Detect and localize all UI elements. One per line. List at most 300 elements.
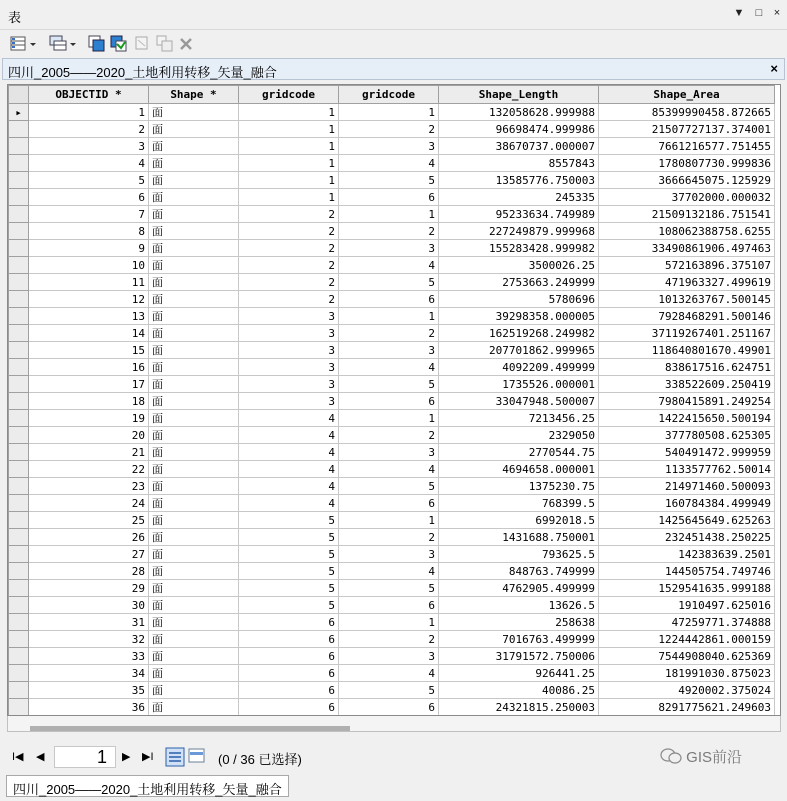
row-selector[interactable] (9, 138, 29, 155)
zoom-to-selected-icon[interactable] (156, 35, 174, 53)
cell-shape-area[interactable]: 4920002.375024 (599, 682, 775, 699)
cell-shape-length[interactable]: 95233634.749989 (439, 206, 599, 223)
table-row[interactable] (9, 597, 775, 614)
cell-objectid[interactable]: 23 (29, 478, 149, 495)
cell-shape-length[interactable]: 227249879.999968 (439, 223, 599, 240)
row-selector[interactable] (9, 155, 29, 172)
cell-shape[interactable]: 面 (149, 682, 239, 699)
cell-gridcode-2[interactable]: 2 (339, 325, 439, 342)
row-selector[interactable] (9, 427, 29, 444)
column-header-objectid[interactable]: OBJECTID * (29, 86, 149, 104)
cell-shape-area[interactable]: 37119267401.251167 (599, 325, 775, 342)
cell-shape-area[interactable]: 838617516.624751 (599, 359, 775, 376)
cell-objectid[interactable]: 14 (29, 325, 149, 342)
cell-objectid[interactable]: 19 (29, 410, 149, 427)
cell-shape-length[interactable]: 31791572.750006 (439, 648, 599, 665)
select-all-header[interactable] (9, 86, 29, 104)
cell-gridcode-2[interactable]: 1 (339, 512, 439, 529)
cell-gridcode[interactable]: 5 (239, 512, 339, 529)
related-tables-icon[interactable] (48, 35, 78, 53)
cell-objectid[interactable]: 5 (29, 172, 149, 189)
row-selector[interactable] (9, 393, 29, 410)
cell-gridcode[interactable]: 1 (239, 138, 339, 155)
cell-objectid[interactable]: 28 (29, 563, 149, 580)
table-row[interactable] (9, 529, 775, 546)
cell-shape[interactable]: 面 (149, 665, 239, 682)
cell-shape-length[interactable]: 5780696 (439, 291, 599, 308)
cell-shape-length[interactable]: 207701862.999965 (439, 342, 599, 359)
show-all-records-icon[interactable] (165, 747, 185, 770)
row-selector[interactable] (9, 308, 29, 325)
cell-gridcode-2[interactable]: 5 (339, 478, 439, 495)
cell-gridcode-2[interactable]: 5 (339, 580, 439, 597)
table-row[interactable] (9, 104, 775, 121)
current-record-input[interactable]: 1 (54, 746, 116, 768)
cell-gridcode[interactable]: 5 (239, 597, 339, 614)
cell-shape[interactable]: 面 (149, 410, 239, 427)
row-selector[interactable] (9, 206, 29, 223)
cell-gridcode-2[interactable]: 6 (339, 189, 439, 206)
cell-gridcode[interactable]: 2 (239, 274, 339, 291)
last-record-button[interactable]: ▶I (142, 751, 154, 763)
cell-shape-area[interactable]: 377780508.625305 (599, 427, 775, 444)
cell-gridcode-2[interactable]: 5 (339, 274, 439, 291)
cell-gridcode-2[interactable]: 6 (339, 597, 439, 614)
cell-objectid[interactable]: 18 (29, 393, 149, 410)
row-selector[interactable] (9, 461, 29, 478)
cell-shape-area[interactable]: 37702000.000032 (599, 189, 775, 206)
cell-shape-length[interactable]: 4092209.499999 (439, 359, 599, 376)
table-row[interactable] (9, 359, 775, 376)
cell-shape[interactable]: 面 (149, 512, 239, 529)
cell-gridcode-2[interactable]: 4 (339, 155, 439, 172)
cell-gridcode[interactable]: 4 (239, 461, 339, 478)
cell-shape-area[interactable]: 33490861906.497463 (599, 240, 775, 257)
cell-shape[interactable]: 面 (149, 121, 239, 138)
horizontal-scrollbar[interactable] (7, 716, 781, 732)
cell-gridcode-2[interactable]: 3 (339, 138, 439, 155)
cell-shape-length[interactable]: 1431688.750001 (439, 529, 599, 546)
cell-shape[interactable]: 面 (149, 291, 239, 308)
window-maximize-button[interactable]: □ (755, 7, 763, 19)
cell-shape-area[interactable]: 85399990458.872665 (599, 104, 775, 121)
cell-shape[interactable]: 面 (149, 206, 239, 223)
cell-gridcode-2[interactable]: 3 (339, 648, 439, 665)
table-row[interactable] (9, 172, 775, 189)
window-menu-button[interactable]: ▼ (733, 7, 745, 19)
table-options-icon[interactable] (10, 35, 38, 53)
table-row[interactable] (9, 682, 775, 699)
row-selector[interactable] (9, 512, 29, 529)
cell-gridcode[interactable]: 1 (239, 155, 339, 172)
cell-gridcode[interactable]: 2 (239, 206, 339, 223)
cell-gridcode[interactable]: 3 (239, 308, 339, 325)
cell-shape[interactable]: 面 (149, 699, 239, 716)
cell-gridcode-2[interactable]: 2 (339, 529, 439, 546)
cell-shape[interactable]: 面 (149, 223, 239, 240)
cell-shape-area[interactable]: 540491472.999959 (599, 444, 775, 461)
cell-shape-length[interactable]: 3500026.25 (439, 257, 599, 274)
table-row[interactable] (9, 308, 775, 325)
clear-selection-icon[interactable] (134, 35, 150, 53)
cell-objectid[interactable]: 1 (29, 104, 149, 121)
row-selector[interactable] (9, 563, 29, 580)
cell-gridcode-2[interactable]: 2 (339, 121, 439, 138)
cell-gridcode[interactable]: 3 (239, 342, 339, 359)
cell-shape-length[interactable]: 2329050 (439, 427, 599, 444)
cell-gridcode-2[interactable]: 4 (339, 461, 439, 478)
cell-shape-length[interactable]: 13585776.750003 (439, 172, 599, 189)
cell-gridcode[interactable]: 1 (239, 121, 339, 138)
cell-shape[interactable]: 面 (149, 155, 239, 172)
cell-gridcode-2[interactable]: 2 (339, 631, 439, 648)
cell-shape[interactable]: 面 (149, 393, 239, 410)
table-row[interactable] (9, 614, 775, 631)
cell-shape[interactable]: 面 (149, 189, 239, 206)
cell-objectid[interactable]: 29 (29, 580, 149, 597)
cell-shape-area[interactable]: 572163896.375107 (599, 257, 775, 274)
row-selector[interactable] (9, 274, 29, 291)
row-selector[interactable] (9, 682, 29, 699)
cell-objectid[interactable]: 10 (29, 257, 149, 274)
cell-shape[interactable]: 面 (149, 376, 239, 393)
cell-shape-area[interactable]: 1422415650.500194 (599, 410, 775, 427)
table-row[interactable] (9, 444, 775, 461)
cell-shape-area[interactable]: 214971460.500093 (599, 478, 775, 495)
cell-shape[interactable]: 面 (149, 325, 239, 342)
cell-gridcode-2[interactable]: 1 (339, 206, 439, 223)
cell-shape-length[interactable]: 155283428.999982 (439, 240, 599, 257)
cell-gridcode-2[interactable]: 3 (339, 240, 439, 257)
cell-shape[interactable]: 面 (149, 257, 239, 274)
row-selector[interactable] (9, 546, 29, 563)
cell-shape-length[interactable]: 13626.5 (439, 597, 599, 614)
cell-gridcode[interactable]: 4 (239, 444, 339, 461)
cell-gridcode[interactable]: 1 (239, 172, 339, 189)
cell-objectid[interactable]: 30 (29, 597, 149, 614)
cell-gridcode[interactable]: 6 (239, 614, 339, 631)
cell-shape[interactable]: 面 (149, 614, 239, 631)
cell-gridcode-2[interactable]: 6 (339, 393, 439, 410)
cell-shape-length[interactable]: 2753663.249999 (439, 274, 599, 291)
table-row[interactable] (9, 155, 775, 172)
cell-gridcode[interactable]: 5 (239, 580, 339, 597)
cell-gridcode-2[interactable]: 6 (339, 291, 439, 308)
cell-gridcode[interactable]: 2 (239, 257, 339, 274)
table-row[interactable] (9, 342, 775, 359)
cell-gridcode-2[interactable]: 4 (339, 563, 439, 580)
row-selector[interactable] (9, 121, 29, 138)
row-selector[interactable] (9, 529, 29, 546)
cell-shape[interactable]: 面 (149, 274, 239, 291)
cell-gridcode-2[interactable]: 4 (339, 665, 439, 682)
bottom-table-tab[interactable]: 四川_2005——2020_土地利用转移_矢量_融合 (6, 775, 289, 797)
cell-shape-length[interactable]: 7213456.25 (439, 410, 599, 427)
cell-shape[interactable]: 面 (149, 461, 239, 478)
row-selector[interactable] (9, 291, 29, 308)
cell-gridcode[interactable]: 3 (239, 359, 339, 376)
cell-gridcode[interactable]: 4 (239, 427, 339, 444)
cell-shape-area[interactable]: 1013263767.500145 (599, 291, 775, 308)
table-row[interactable] (9, 461, 775, 478)
cell-shape-area[interactable]: 47259771.374888 (599, 614, 775, 631)
cell-objectid[interactable]: 3 (29, 138, 149, 155)
column-header-shape-length[interactable]: Shape_Length (439, 86, 599, 104)
table-row[interactable] (9, 631, 775, 648)
cell-gridcode-2[interactable]: 4 (339, 359, 439, 376)
table-row[interactable] (9, 478, 775, 495)
cell-shape-area[interactable]: 118640801670.49901 (599, 342, 775, 359)
scrollbar-thumb[interactable] (30, 726, 350, 731)
table-row[interactable] (9, 427, 775, 444)
table-row[interactable] (9, 257, 775, 274)
cell-shape[interactable]: 面 (149, 240, 239, 257)
table-row[interactable] (9, 291, 775, 308)
cell-gridcode[interactable]: 5 (239, 546, 339, 563)
cell-shape-length[interactable]: 8557843 (439, 155, 599, 172)
row-selector[interactable] (9, 240, 29, 257)
cell-shape-length[interactable]: 2770544.75 (439, 444, 599, 461)
cell-gridcode[interactable]: 3 (239, 376, 339, 393)
cell-shape-area[interactable]: 1133577762.50014 (599, 461, 775, 478)
cell-shape[interactable]: 面 (149, 631, 239, 648)
cell-objectid[interactable]: 21 (29, 444, 149, 461)
cell-objectid[interactable]: 8 (29, 223, 149, 240)
cell-gridcode-2[interactable]: 5 (339, 172, 439, 189)
cell-gridcode[interactable]: 4 (239, 478, 339, 495)
show-selected-records-icon[interactable] (188, 747, 206, 768)
cell-shape-length[interactable]: 1735526.000001 (439, 376, 599, 393)
cell-objectid[interactable]: 13 (29, 308, 149, 325)
cell-gridcode-2[interactable]: 1 (339, 410, 439, 427)
cell-shape-area[interactable]: 471963327.499619 (599, 274, 775, 291)
table-row[interactable] (9, 699, 775, 716)
cell-gridcode[interactable]: 6 (239, 699, 339, 716)
cell-shape-area[interactable]: 338522609.250419 (599, 376, 775, 393)
cell-shape[interactable]: 面 (149, 546, 239, 563)
cell-gridcode-2[interactable]: 4 (339, 257, 439, 274)
table-row[interactable] (9, 410, 775, 427)
cell-gridcode[interactable]: 1 (239, 104, 339, 121)
cell-shape[interactable]: 面 (149, 104, 239, 121)
cell-shape-length[interactable]: 6992018.5 (439, 512, 599, 529)
row-selector[interactable] (9, 495, 29, 512)
column-header-shape-area[interactable]: Shape_Area (599, 86, 775, 104)
cell-objectid[interactable]: 20 (29, 427, 149, 444)
row-selector[interactable] (9, 189, 29, 206)
cell-gridcode[interactable]: 6 (239, 631, 339, 648)
table-row[interactable] (9, 393, 775, 410)
cell-objectid[interactable]: 25 (29, 512, 149, 529)
cell-shape-area[interactable]: 1529541635.999188 (599, 580, 775, 597)
table-row[interactable] (9, 648, 775, 665)
cell-objectid[interactable]: 36 (29, 699, 149, 716)
cell-shape-length[interactable]: 1375230.75 (439, 478, 599, 495)
cell-objectid[interactable]: 15 (29, 342, 149, 359)
cell-gridcode[interactable]: 4 (239, 495, 339, 512)
row-selector[interactable] (9, 648, 29, 665)
cell-objectid[interactable]: 16 (29, 359, 149, 376)
table-row[interactable] (9, 121, 775, 138)
table-row[interactable] (9, 138, 775, 155)
cell-shape-length[interactable]: 793625.5 (439, 546, 599, 563)
window-close-button[interactable]: × (773, 7, 781, 19)
cell-objectid[interactable]: 35 (29, 682, 149, 699)
cell-objectid[interactable]: 6 (29, 189, 149, 206)
cell-shape[interactable]: 面 (149, 648, 239, 665)
cell-shape-area[interactable]: 142383639.2501 (599, 546, 775, 563)
cell-shape-length[interactable]: 132058628.999988 (439, 104, 599, 121)
switch-selection-icon[interactable] (110, 35, 128, 53)
cell-objectid[interactable]: 2 (29, 121, 149, 138)
cell-shape[interactable]: 面 (149, 495, 239, 512)
row-selector[interactable] (9, 478, 29, 495)
cell-gridcode-2[interactable]: 5 (339, 376, 439, 393)
cell-shape[interactable]: 面 (149, 597, 239, 614)
table-row[interactable] (9, 495, 775, 512)
cell-shape-length[interactable]: 162519268.249982 (439, 325, 599, 342)
column-header-shape[interactable]: Shape * (149, 86, 239, 104)
row-selector[interactable] (9, 172, 29, 189)
cell-gridcode-2[interactable]: 1 (339, 104, 439, 121)
cell-shape-area[interactable]: 232451438.250225 (599, 529, 775, 546)
table-row[interactable] (9, 325, 775, 342)
cell-shape-area[interactable]: 181991030.875023 (599, 665, 775, 682)
row-selector[interactable] (9, 359, 29, 376)
cell-shape[interactable]: 面 (149, 427, 239, 444)
cell-gridcode[interactable]: 3 (239, 393, 339, 410)
cell-objectid[interactable]: 22 (29, 461, 149, 478)
cell-shape-area[interactable]: 7544908040.625369 (599, 648, 775, 665)
cell-shape-length[interactable]: 848763.749999 (439, 563, 599, 580)
cell-shape-area[interactable]: 1910497.625016 (599, 597, 775, 614)
cell-shape[interactable]: 面 (149, 529, 239, 546)
cell-shape-area[interactable]: 108062388758.6255 (599, 223, 775, 240)
table-row[interactable] (9, 240, 775, 257)
cell-gridcode[interactable]: 6 (239, 648, 339, 665)
row-selector[interactable]: ▸ (9, 104, 29, 121)
cell-shape[interactable]: 面 (149, 563, 239, 580)
cell-shape-area[interactable]: 3666645075.125929 (599, 172, 775, 189)
cell-shape[interactable]: 面 (149, 359, 239, 376)
cell-gridcode[interactable]: 2 (239, 291, 339, 308)
cell-shape[interactable]: 面 (149, 138, 239, 155)
select-by-attributes-icon[interactable] (88, 35, 106, 53)
next-record-button[interactable]: ▶ (122, 751, 131, 763)
row-selector[interactable] (9, 257, 29, 274)
cell-gridcode[interactable]: 4 (239, 410, 339, 427)
table-row[interactable] (9, 376, 775, 393)
table-row[interactable] (9, 563, 775, 580)
first-record-button[interactable]: I◀ (12, 751, 24, 763)
row-selector[interactable] (9, 444, 29, 461)
cell-shape-length[interactable]: 4762905.499999 (439, 580, 599, 597)
cell-shape-length[interactable]: 926441.25 (439, 665, 599, 682)
cell-gridcode[interactable]: 3 (239, 325, 339, 342)
cell-shape[interactable]: 面 (149, 172, 239, 189)
cell-objectid[interactable]: 4 (29, 155, 149, 172)
row-selector[interactable] (9, 597, 29, 614)
cell-shape-length[interactable]: 39298358.000005 (439, 308, 599, 325)
cell-shape-length[interactable]: 40086.25 (439, 682, 599, 699)
cell-shape-area[interactable]: 1425645649.625263 (599, 512, 775, 529)
cell-shape-area[interactable]: 8291775621.249603 (599, 699, 775, 716)
cell-gridcode[interactable]: 2 (239, 223, 339, 240)
row-selector[interactable] (9, 410, 29, 427)
cell-gridcode[interactable]: 1 (239, 189, 339, 206)
table-row[interactable] (9, 512, 775, 529)
previous-record-button[interactable]: ◀ (36, 751, 45, 763)
cell-shape-area[interactable]: 1780807730.999836 (599, 155, 775, 172)
cell-objectid[interactable]: 32 (29, 631, 149, 648)
cell-gridcode-2[interactable]: 3 (339, 546, 439, 563)
cell-shape-length[interactable]: 7016763.499999 (439, 631, 599, 648)
cell-gridcode-2[interactable]: 5 (339, 682, 439, 699)
table-row[interactable] (9, 665, 775, 682)
row-selector[interactable] (9, 376, 29, 393)
cell-gridcode-2[interactable]: 1 (339, 614, 439, 631)
row-selector[interactable] (9, 580, 29, 597)
cell-gridcode-2[interactable]: 1 (339, 308, 439, 325)
cell-objectid[interactable]: 34 (29, 665, 149, 682)
cell-shape-area[interactable]: 144505754.749746 (599, 563, 775, 580)
delete-selected-icon[interactable] (178, 35, 194, 53)
row-selector[interactable] (9, 614, 29, 631)
cell-gridcode-2[interactable]: 2 (339, 427, 439, 444)
cell-shape-length[interactable]: 768399.5 (439, 495, 599, 512)
row-selector[interactable] (9, 699, 29, 716)
cell-shape[interactable]: 面 (149, 478, 239, 495)
table-row[interactable] (9, 580, 775, 597)
row-selector[interactable] (9, 223, 29, 240)
cell-shape-length[interactable]: 38670737.000007 (439, 138, 599, 155)
cell-objectid[interactable]: 26 (29, 529, 149, 546)
row-selector[interactable] (9, 342, 29, 359)
cell-shape-area[interactable]: 21509132186.751541 (599, 206, 775, 223)
cell-objectid[interactable]: 31 (29, 614, 149, 631)
cell-shape-area[interactable]: 160784384.499949 (599, 495, 775, 512)
column-header-gridcode-2[interactable]: gridcode (339, 86, 439, 104)
table-row[interactable] (9, 206, 775, 223)
row-selector[interactable] (9, 665, 29, 682)
cell-shape[interactable]: 面 (149, 308, 239, 325)
cell-objectid[interactable]: 9 (29, 240, 149, 257)
cell-objectid[interactable]: 17 (29, 376, 149, 393)
cell-shape[interactable]: 面 (149, 580, 239, 597)
table-row[interactable] (9, 546, 775, 563)
cell-gridcode[interactable]: 5 (239, 563, 339, 580)
cell-gridcode-2[interactable]: 2 (339, 223, 439, 240)
row-selector[interactable] (9, 631, 29, 648)
cell-shape-area[interactable]: 7980415891.249254 (599, 393, 775, 410)
cell-gridcode-2[interactable]: 3 (339, 342, 439, 359)
cell-shape-length[interactable]: 33047948.500007 (439, 393, 599, 410)
cell-gridcode-2[interactable]: 3 (339, 444, 439, 461)
cell-gridcode[interactable]: 6 (239, 682, 339, 699)
cell-objectid[interactable]: 24 (29, 495, 149, 512)
cell-objectid[interactable]: 12 (29, 291, 149, 308)
row-selector[interactable] (9, 325, 29, 342)
cell-objectid[interactable]: 7 (29, 206, 149, 223)
cell-shape-length[interactable]: 96698474.999986 (439, 121, 599, 138)
cell-shape-length[interactable]: 245335 (439, 189, 599, 206)
cell-shape-length[interactable]: 4694658.000001 (439, 461, 599, 478)
close-table-button[interactable]: × (770, 61, 778, 76)
cell-shape[interactable]: 面 (149, 342, 239, 359)
cell-gridcode-2[interactable]: 6 (339, 699, 439, 716)
table-row[interactable] (9, 189, 775, 206)
cell-gridcode[interactable]: 2 (239, 240, 339, 257)
